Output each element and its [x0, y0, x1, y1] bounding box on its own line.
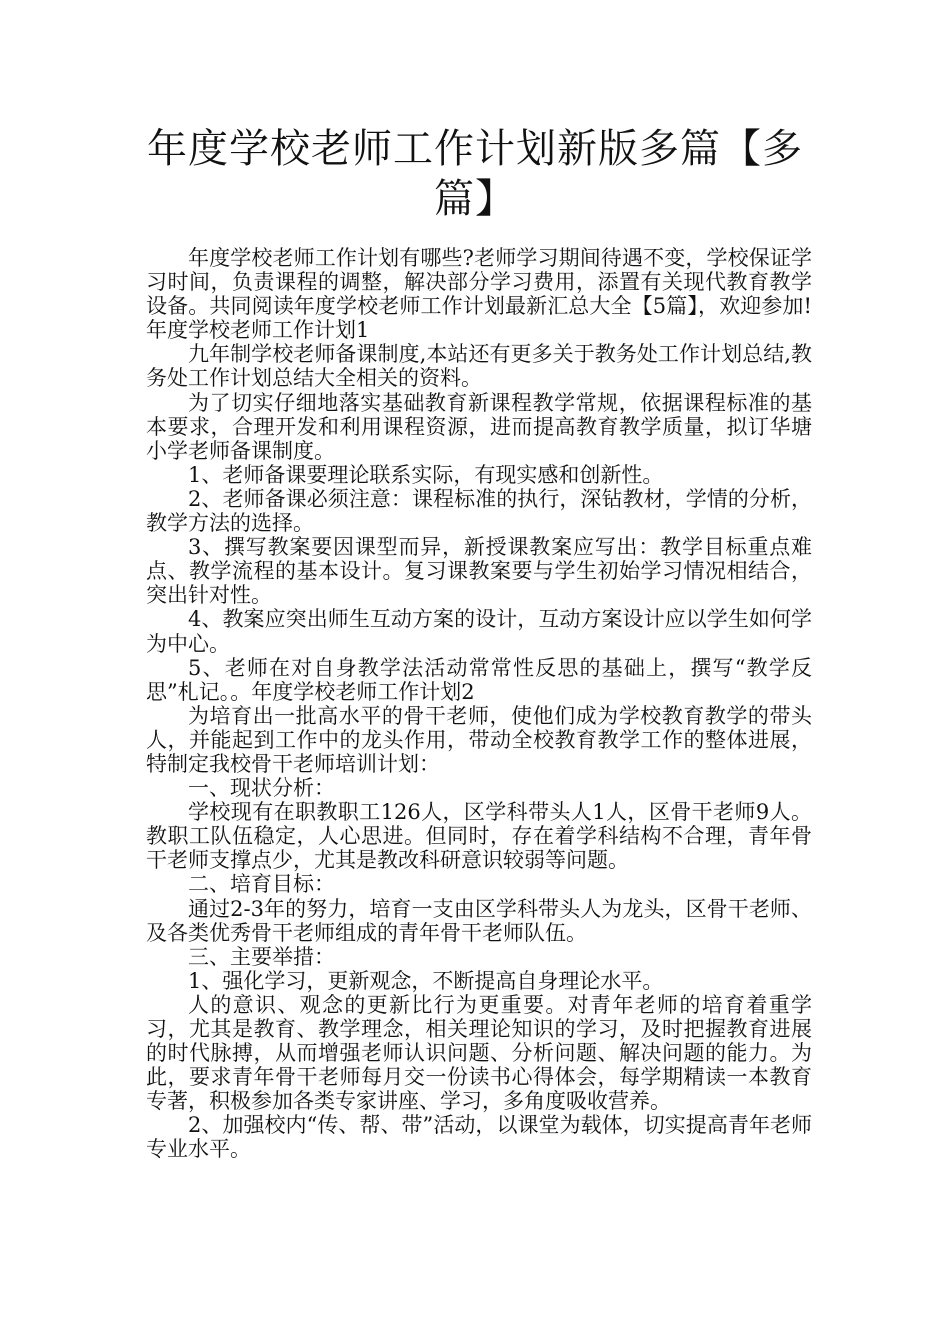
section-heading-analysis: 一、现状分析： [188, 776, 335, 801]
paragraph-16: 2、加强校内“传、帮、带”活动，以课堂为载体，切实提高青年老师专业水平。 [146, 1113, 812, 1162]
paragraph-15: 人的意识、观念的更新比行为更重要。对青年老师的培育着重学习，尤其是教育、教学理念，相关理论知识的学习，及时把握教育进展的时代脉搏，从而增强老师认识问题、分析问题、解决问题的能力。为此，要求青年骨干老师每月交一份读书心得体会，每学期精读一本教育专著，积极参加各类专家讲座、学习，多角度吸收营养。 [146, 992, 812, 1114]
section-heading-measures: 三、主要举措： [188, 944, 335, 969]
paragraph-2: 为了切实仔细地落实基础教育新课程教学常规，依据课程标准的基本要求，合理开发和利用课程资源，进而提高教育教学质量，拟订华塘小学老师备课制度。 [146, 390, 812, 463]
paragraph-10: 学校现有在职教职工126人，区学科带头人1人，区骨干老师9人。教职工队伍稳定，人心思进。但同时，存在着学科结构不合理，青年骨干老师支撑点少，尤其是教改科研意识较弱等问题。 [146, 800, 812, 873]
paragraph-6: 4、教案应突出师生互动方案的设计，互动方案设计应以学生如何学为中心。 [146, 607, 812, 656]
paragraph-5: 3、撰写教案要因课型而异，新授课教案应写出：教学目标重点难点、教学流程的基本设计。复习课教案要与学生初始学习情况相结合，突出针对性。 [146, 535, 812, 608]
section-heading-goals: 二、培育目标： [188, 872, 335, 897]
document-body [146, 246, 812, 1162]
paragraph-7: 5、老师在对自身教学法活动常常性反思的基础上，撰写“教学反思”札记。。年度学校老师工作计划2 [146, 655, 812, 704]
paragraph-4: 2、老师备课必须注意：课程标准的执行，深钻教材，学情的分析，教学方法的选择。 [146, 486, 812, 536]
paragraph-14: 1、强化学习，更新观念，不断提高自身理论水平。 [188, 968, 664, 993]
document-title: 年度学校老师工作计划新版多篇【多篇】 [147, 126, 803, 222]
paragraph-3: 1、老师备课要理论联系实际，有现实感和创新性。 [188, 462, 664, 487]
paragraph-12: 通过2-3年的努力，培育一支由区学科带头人为龙头，区骨干老师、及各类优秀骨干老师组成的青年骨干老师队伍。 [146, 896, 812, 945]
paragraph-8: 为培育出一批高水平的骨干老师，使他们成为学校教育教学的带头人，并能起到工作中的龙头作用，带动全校教育教学工作的整体进展，特制定我校骨干老师培训计划： [146, 703, 812, 776]
paragraph-1: 九年制学校老师备课制度,本站还有更多关于教务处工作计划总结,教务处工作计划总结大全相关的资料。 [146, 342, 812, 391]
paragraph-intro: 年度学校老师工作计划有哪些?老师学习期间待遇不变，学校保证学习时间，负责课程的调整，解决部分学习费用，添置有关现代教育教学设备。共同阅读年度学校老师工作计划最新汇总大全【5篇】，欢迎参加!年度学校老师工作计划1 [146, 246, 812, 343]
